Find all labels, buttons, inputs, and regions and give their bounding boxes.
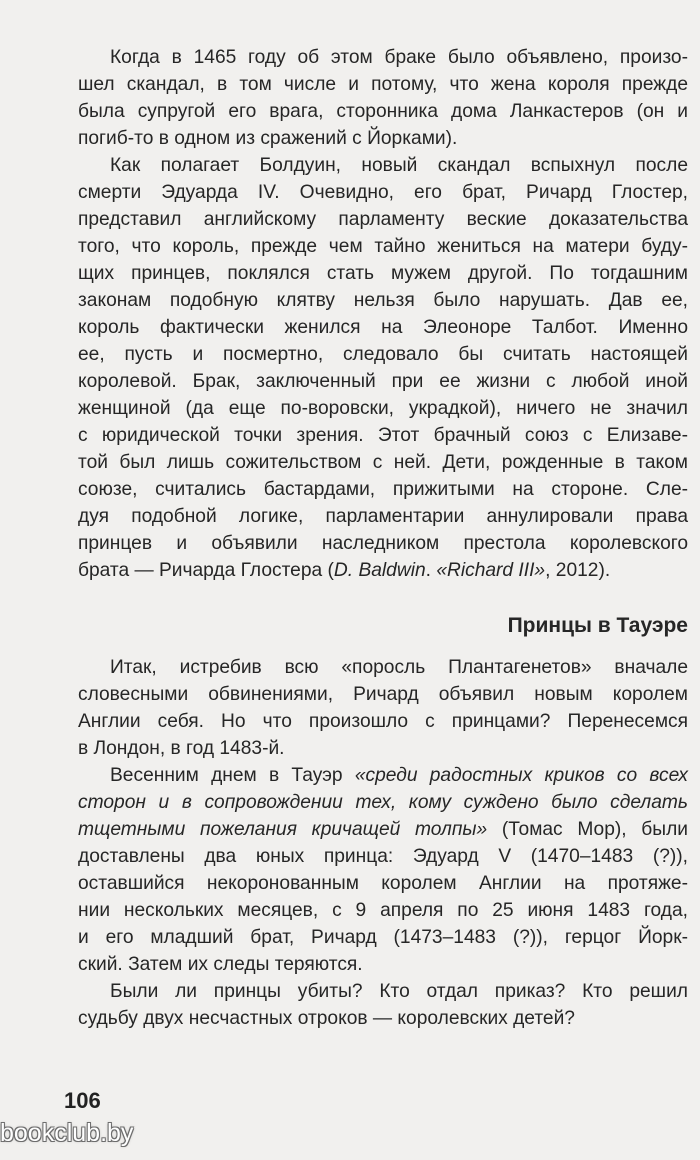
- text-line: и его младший брат, Ричард (1473–1483 (?)), герцог Йорк-: [78, 927, 688, 948]
- text-line: Когда в 1465 году об этом браке было объявлено, произо-: [110, 47, 688, 68]
- page-number: 106: [64, 1088, 101, 1113]
- quote-lead-text: Весенним днем в Тауэр: [110, 765, 355, 786]
- text-line: судьбу двух несчастных отроков — королевских детей?: [78, 1008, 575, 1029]
- text-line: Итак, истребив всю «поросль Плантагенетов» вначале: [110, 657, 688, 678]
- quote-attribution: (Томас Мор), были: [487, 819, 688, 840]
- citation-title: «Richard III»: [436, 560, 546, 581]
- quote-line: [78, 762, 688, 789]
- paragraph-4: [78, 762, 688, 978]
- text-line: законам подобную клятву нельзя было нарушать. Дав ее,: [78, 290, 688, 311]
- citation-text-after: , 2012).: [545, 560, 611, 581]
- text-line: представил английскому парламенту веские доказательства: [78, 209, 688, 230]
- citation-author: D. Baldwin: [333, 560, 426, 581]
- paragraph-5: [78, 978, 688, 1032]
- text-line: того, что король, прежде чем тайно жениться на матери буду-: [78, 236, 688, 257]
- text-block: [78, 44, 688, 1032]
- text-line: женщиной (да еще по-воровски, украдкой), ничего не значил: [78, 398, 688, 419]
- section-heading: Принцы в Тауэре: [507, 614, 688, 637]
- quote-text: тщетными пожелания кричащей толпы»: [78, 819, 488, 840]
- text-line: щих принцев, поклялся стать мужем другой. По тогдашним: [78, 263, 688, 284]
- text-line: в Лондон, в год 1483-й.: [78, 738, 285, 759]
- text-line: с юридической точки зрения. Этот брачный союз с Елизаве-: [78, 425, 688, 446]
- citation-line: [78, 557, 688, 584]
- citation-separator: .: [425, 560, 437, 581]
- text-line: ский. Затем их следы теряются.: [78, 954, 363, 975]
- paragraph-3: [78, 654, 688, 762]
- quote-line: [78, 816, 688, 843]
- text-line: доставлены два юных принца: Эдуард V (1470–1483 (?)),: [78, 846, 688, 867]
- text-line: союзе, считались бастардами, прижитыми на стороне. Сле-: [78, 479, 688, 500]
- text-line: дуя подобной логике, парламентарии аннулировали права: [78, 506, 688, 527]
- text-line: Англии себя. Но что произошло с принцами? Перенесемся: [78, 711, 688, 732]
- text-line: погиб-то в одном из сражений с Йорками).: [78, 128, 458, 149]
- text-line: оставшийся некоронованным королем Англии на протяже-: [78, 873, 688, 894]
- quote-text: «среди радостных криков со всех: [354, 765, 688, 786]
- watermark-logo: bookclub.by: [0, 1119, 134, 1147]
- citation-text-before: брата — Ричарда Глостера (: [78, 560, 334, 581]
- text-line: была супругой его врага, сторонника дома Ланкастеров (он и: [78, 101, 688, 122]
- text-line: Как полагает Болдуин, новый скандал вспыхнул после: [110, 155, 688, 176]
- paragraph-2: [78, 152, 688, 584]
- text-line: той был лишь сожительством с ней. Дети, рожденные в таком: [78, 452, 688, 473]
- text-line: принцев и объявили наследником престола королевского: [78, 533, 688, 554]
- text-line: ее, пусть и посмертно, следовало бы считать настоящей: [78, 344, 688, 365]
- text-line: словесными обвинениями, Ричард объявил новым королем: [78, 684, 688, 705]
- quote-line: сторон и в сопровождении тех, кому суждено было сделать: [78, 792, 688, 813]
- text-line: шел скандал, в том числе и потому, что жена короля прежде: [78, 74, 688, 95]
- paragraph-1: [78, 44, 688, 152]
- text-line: смерти Эдуарда IV. Очевидно, его брат, Ричард Глостер,: [78, 182, 688, 203]
- text-line: нии нескольких месяцев, с 9 апреля по 25 июня 1483 года,: [78, 900, 688, 921]
- text-line: королевой. Брак, заключенный при ее жизни с любой иной: [78, 371, 688, 392]
- text-line: король фактически женился на Элеоноре Талбот. Именно: [78, 317, 688, 338]
- section-gap: [78, 584, 688, 604]
- text-line: Были ли принцы убиты? Кто отдал приказ? Кто решил: [110, 981, 688, 1002]
